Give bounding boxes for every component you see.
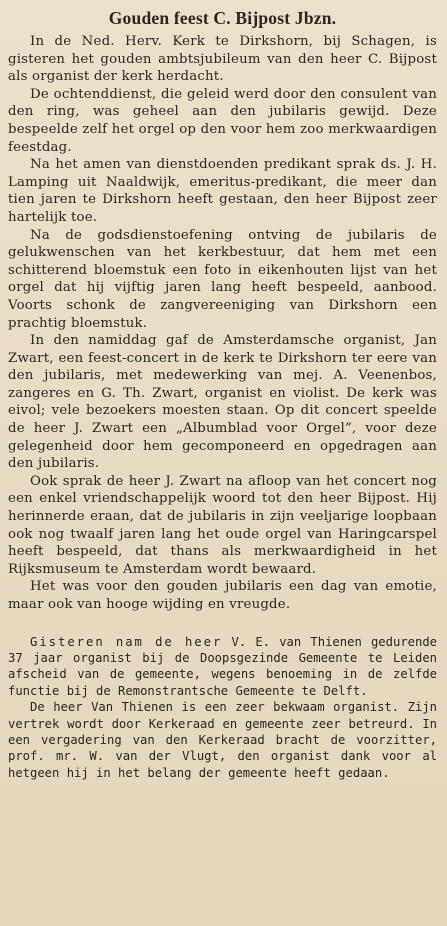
article-paragraph: Na de godsdienstoefening ontving de jubilaris de gelukwenschen van het kerkbestuur, dat hem met een schitterend bloemstuk een foto in eikenhouten lijst van het orgel dat hij vijftig jaren lang heeft bespeeld, aanbood. Voorts schonk de zangvereeniging van Dirkshorn een prachtig bloemstuk.: [8, 227, 437, 331]
article-paragraph: De ochtenddienst, die geleid werd door den consulent van den ring, was geheel aan den jubilaris gewijd. Deze bespeelde zelf het orgel op den voor hem zoo merkwaardigen feestdag.: [8, 86, 437, 155]
article-headline: Gouden feest C. Bijpost Jbzn.: [108, 8, 337, 28]
article-paragraph: Het was voor den gouden jubilaris een dag van emotie, maar ook van hooge wijding en vreugde.: [8, 579, 437, 612]
jubilee-article: [8, 33, 437, 614]
article-paragraph: In den namiddag gaf de Amsterdamsche organist, Jan Zwart, een feest-concert in de kerk te Dirkshorn ter eere van den jubilaris, met medewerking van mej. A. Veenenbos, zangeres en G. Th. Zwart, organist en violist. De kerk was eivol; vele bezoekers moesten staan. Op dit concert speelde de heer J. Zwart een „Albumblad voor Orgel”, voor deze gelegenheid door hem gecomponeerd en opgedragen aan den jubilaris.: [8, 333, 437, 472]
article-paragraph: De heer Van Thienen is een zeer bekwaam organist. Zijn vertrek wordt door Kerkeraad en gemeente zeer betreurd. In een vergadering van den Kerkeraad bracht de voorzitter, prof. mr. W. van der Vlugt, den organist dank voor al hetgeen hij in het belang der gemeente heeft gedaan.: [8, 700, 437, 780]
article-paragraph: Ook sprak de heer J. Zwart na afloop van het concert nog een enkel vriendschappelijk woord tot den heer Bijpost. Hij herinnerde eraan, dat de jubilaris in zijn veeljarige loopbaan ook nog twaalf jaren lang het oude orgel van Haringcarspel heeft bespeeld, dat thans als merkwaardigheid in het Rijksmuseum te Amsterdam wordt bewaard.: [8, 473, 437, 577]
spaced-lead-text: Gisteren nam de heer: [30, 634, 223, 649]
article-paragraph: [8, 634, 437, 700]
lead-paragraph-text: V. E. van Thienen gedurende 37 jaar organist bij de Doopsgezinde Gemeente te Leiden afscheid van de gemeente, wegens benoeming in de zelfde functie bij de Remonstrantsche Gemeente te Delft.: [8, 634, 438, 698]
article-paragraph: In de Ned. Herv. Kerk te Dirkshorn, bij Schagen, is gisteren het gouden ambtsjubileum van den heer C. Bijpost als organist der kerk herdacht.: [8, 34, 437, 85]
article-paragraph: Na het amen van dienstdoenden predikant sprak ds. J. H. Lamping uit Naaldwijk, emeritus-predikant, die meer dan tien jaren te Dirkshorn heeft gestaan, den heer Bijpost zeer hartelijk toe.: [8, 157, 437, 225]
farewell-article: [8, 634, 437, 782]
article-separator: [8, 614, 437, 634]
